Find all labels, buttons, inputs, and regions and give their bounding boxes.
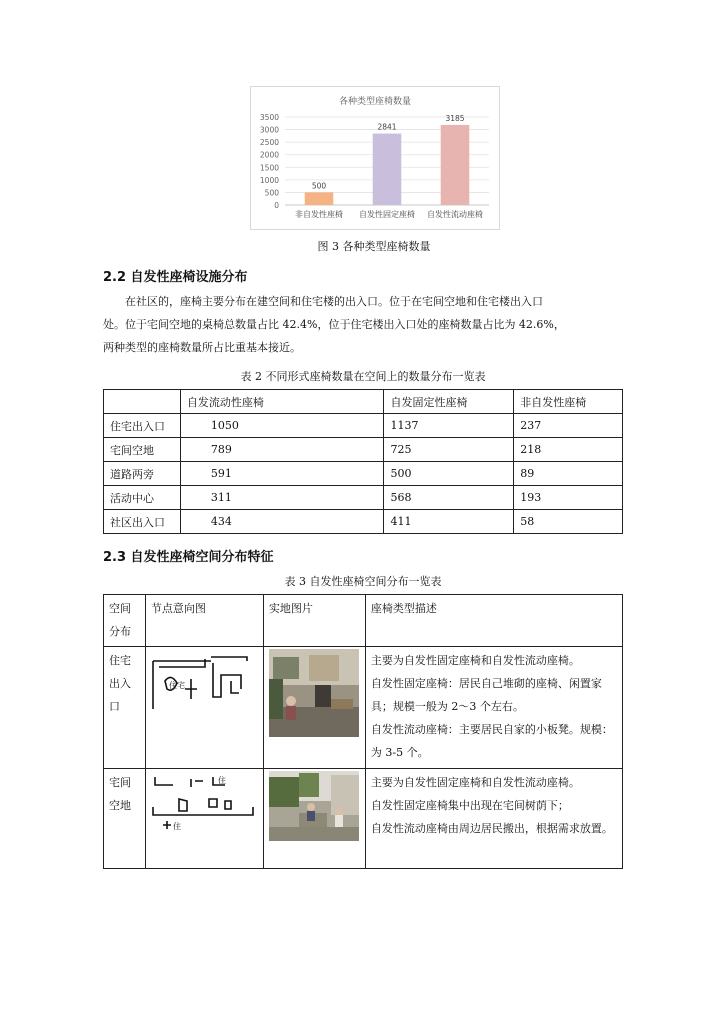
section-heading-2-3: 2.3 自发性座椅空间分布特征 <box>103 550 274 565</box>
table-cell: 89 <box>514 462 623 486</box>
table-header-cell: 座椅类型描述 <box>365 595 622 647</box>
table-row <box>104 486 623 510</box>
table-cell: 591 <box>180 462 384 486</box>
entrance-photo <box>269 649 359 737</box>
sketch-label: 住 <box>172 822 181 831</box>
table-cell: 道路两旁 <box>104 462 181 486</box>
x-tick-label: 非自发性座椅 <box>295 210 343 219</box>
table-cell: 58 <box>514 510 623 534</box>
table-cell: 1137 <box>384 414 514 438</box>
row-label <box>104 769 146 869</box>
sketch-cell <box>145 647 263 769</box>
photo-cell <box>263 769 365 869</box>
paragraph-line: 两种类型的座椅数量所占比重基本接近。 <box>103 341 301 354</box>
y-tick-label: 3500 <box>259 113 279 122</box>
table-header-row <box>104 390 623 414</box>
y-tick-label: 2500 <box>259 138 279 148</box>
description-cell <box>365 647 622 769</box>
description-line: 主要为自发性固定座椅和自发性流动座椅。 <box>370 776 580 789</box>
table-cell: 725 <box>384 438 514 462</box>
photo-cell <box>263 647 365 769</box>
sketch-label: 住宅 <box>168 681 185 690</box>
description-cell <box>365 769 622 869</box>
table-cell: 218 <box>514 438 623 462</box>
y-tick-label: 0 <box>274 201 279 210</box>
row-label-text: 宅间 <box>109 776 131 789</box>
table-header-cell: 自发流动性座椅 <box>180 390 384 414</box>
table-row <box>104 438 623 462</box>
description-line: 主要为自发性固定座椅和自发性流动座椅。 <box>370 654 580 667</box>
table-row <box>104 769 623 869</box>
table-cell: 宅间空地 <box>104 438 181 462</box>
courtyard-photo <box>269 771 359 841</box>
paragraph-line: 在社区的，座椅主要分布在建空间和住宅楼的出入口。位于在宅间空地和住宅楼出入口 <box>125 295 543 308</box>
bar-chart <box>250 86 500 230</box>
table3 <box>103 594 623 869</box>
row-label-text: 出入 <box>109 677 131 690</box>
paragraph-2-2 <box>103 290 623 359</box>
table-cell: 社区出入口 <box>104 510 181 534</box>
table-header-cell: 自发固定性座椅 <box>384 390 514 414</box>
table-header-cell: 节点意向图 <box>145 595 263 647</box>
courtyard-sketch-diagram <box>151 771 257 835</box>
table-cell: 789 <box>180 438 384 462</box>
section-heading-2-2: 2.2 自发性座椅设施分布 <box>103 270 248 285</box>
sketch-label: 住 <box>217 776 226 785</box>
table-header-cell: 非自发性座椅 <box>514 390 623 414</box>
x-tick-label: 自发性流动座椅 <box>427 210 483 219</box>
y-tick-label: 1000 <box>259 175 279 185</box>
table-cell: 住宅出入口 <box>104 414 181 438</box>
row-label-text: 住宅 <box>109 654 131 667</box>
y-tick-label: 2000 <box>259 150 279 160</box>
table-header-cell <box>104 390 181 414</box>
table-cell: 411 <box>384 510 514 534</box>
table-cell: 237 <box>514 414 623 438</box>
table-row <box>104 462 623 486</box>
data-label: 3185 <box>445 113 465 123</box>
row-label-text: 空地 <box>109 799 131 812</box>
table-row <box>104 414 623 438</box>
table-row <box>104 647 623 769</box>
chart-title: 各种类型座椅数量 <box>338 97 412 107</box>
y-tick-label: 1500 <box>259 163 279 173</box>
table-cell: 500 <box>384 462 514 486</box>
x-tick-label: 自发性固定座椅 <box>359 210 415 219</box>
table-cell: 1050 <box>180 414 384 438</box>
table-cell: 568 <box>384 486 514 510</box>
data-label: 500 <box>311 181 327 191</box>
header-text: 空间 <box>109 602 131 615</box>
row-label <box>104 647 146 769</box>
table-cell: 活动中心 <box>104 486 181 510</box>
data-label: 2841 <box>377 122 397 132</box>
table-cell: 311 <box>180 486 384 510</box>
y-tick-label: 3000 <box>259 125 279 135</box>
y-tick-label: 500 <box>264 188 279 198</box>
bar <box>373 134 402 205</box>
table-row <box>104 510 623 534</box>
figure-caption: 图 3 各种类型座椅数量 <box>317 240 431 253</box>
table2 <box>103 389 623 534</box>
sketch-cell <box>145 769 263 869</box>
table-header-cell <box>104 595 146 647</box>
table3-caption: 表 3 自发性座椅空间分布一览表 <box>284 575 442 588</box>
description-line: 自发性流动座椅由周边居民搬出，根据需求放置。 <box>370 822 613 835</box>
table-cell: 193 <box>514 486 623 510</box>
bar <box>441 125 470 205</box>
table2-caption: 表 2 不同形式座椅数量在空间上的数量分布一览表 <box>240 370 486 383</box>
header-text: 分布 <box>109 625 131 638</box>
table-header-cell: 实地图片 <box>263 595 365 647</box>
chart-svg <box>251 87 499 229</box>
description-line: 自发性固定座椅集中出现在宅间树荫下； <box>370 799 569 812</box>
courtyard-photo-image <box>269 771 359 841</box>
entrance-sketch-diagram <box>151 649 257 713</box>
entrance-photo-image <box>269 649 359 737</box>
table-header-row <box>104 595 623 647</box>
table-cell: 434 <box>180 510 384 534</box>
row-label-text: 口 <box>109 700 120 713</box>
paragraph-line: 处。位于宅间空地的桌椅总数量占比 42.4%，位于住宅楼出入口处的座椅数量占比为 42.6%， <box>103 318 565 331</box>
bar <box>305 192 334 205</box>
description-line: 自发性流动座椅：主要居民自家的小板凳。规模：为 3-5 个。 <box>370 723 613 759</box>
description-line: 自发性固定座椅：居民自己堆砌的座椅、闲置家具；规模一般为 2～3 个左右。 <box>370 677 602 713</box>
